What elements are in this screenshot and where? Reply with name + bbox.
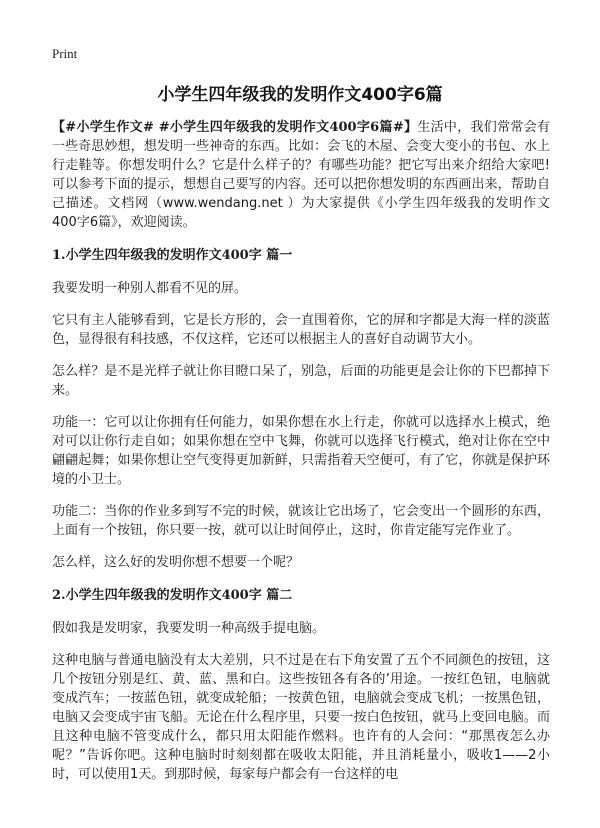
paragraph: 我要发明一种别人都看不见的屏。 — [52, 281, 248, 296]
article-body — [52, 118, 550, 797]
paragraph: 它只有主人能够看到，它是长方形的，会一直围着你，它的屏和字都是大海一样的淡蓝色，显得很有科技感，不仅这样，它还可以根据主人的喜好自动调节大小。 — [52, 313, 550, 347]
paragraph: 怎么样，这么好的发明你想不想要一个呢？ — [52, 555, 300, 570]
page-title: 小学生四年级我的发明作文400字6篇 — [157, 85, 443, 105]
paragraph: 功能一：它可以让你拥有任何能力，如果你想在水上行走，你就可以选择水上模式，绝对可以让你行走自如；如果你想在空中飞舞，你就可以选择飞行模式，绝对让你在空中翩翩起舞；如果你想让空气变得更加新鲜，只需指着天空便可，有了它，你就是保护环境的小卫士。 — [52, 415, 550, 487]
section-heading-2: 2.小学生四年级我的发明作文400字 篇二 — [52, 588, 293, 603]
intro-tag: 【#小学生作文# #小学生四年级我的发明作文400字6篇#】 — [52, 120, 418, 135]
paragraph: 假如我是发明家，我要发明一种高级手提电脑。 — [52, 621, 326, 636]
paragraph: 怎么样？是不是光样子就让你目瞪口呆了，别急，后面的功能更是会让你的下巴都掉下来。 — [52, 364, 550, 398]
paragraph: 这种电脑与普通电脑没有太大差别，只不过是在右下角安置了五个不同颜色的按钮，这几个按钮分别是红、黄、蓝、黑和白。这些按钮各有各的’用途。一按红色钮，电脑就变成汽车；一按蓝色钮，就变成轮船；一按黄色钮，电脑就会变成飞机；一按黑色钮，电脑又会变成宇宙飞船。无论在什么程序里，只要一按白色按钮，就马上变回电脑。而且这种电脑不管变成什么，都只用太阳能作燃料。也许有的人会问：“那黑夜怎么办呢？”告诉你吧。这种电脑时时刻刻都在吸收太阳能，并且消耗量小，吸收1——2小时，可以使用1天。到那时候，每家每户都会有一台这样的电 — [52, 653, 550, 782]
section-heading-1: 1.小学生四年级我的发明作文400字 篇一 — [52, 248, 293, 263]
paragraph: 功能二：当你的作业多到写不完的时候，就该让它出场了，它会变出一个圆形的东西，上面有一个按钮，你只要一按，就可以让时间停止，这时，你肯定能写完作业了。 — [52, 504, 550, 538]
intro-paragraph — [52, 118, 550, 232]
print-link[interactable]: Print — [52, 46, 78, 61]
intro-text: 生活中，我们常常会有一些奇思妙想，想发明一些神奇的东西。比如：会飞的木屋、会变大变小的书包、水上行走鞋等。你想发明什么？它是什么样子的？有哪些功能？把它写出来介绍给大家吧!可以参考下面的提示，想想自己要写的内容。还可以把你想发明的东西画出来，帮助自己描述。文档网（www.wendang.net ）为大家提供《小学生四年级我的发明作文400字6篇》，欢迎阅读。 — [52, 120, 550, 230]
